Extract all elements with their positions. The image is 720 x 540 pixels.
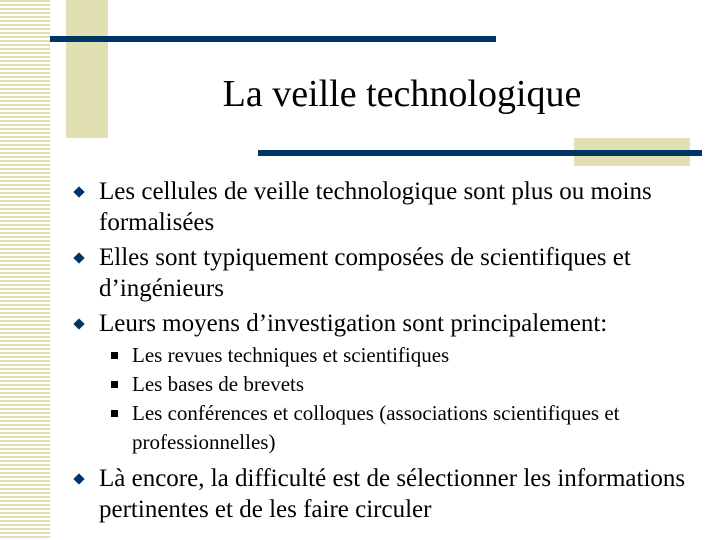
bullet-text: Les cellules de veille technologique sont plus ou moins formalisées [99, 178, 652, 236]
diamond-bullet-icon [73, 318, 84, 329]
sub-bullet-text: Les revues techniques et scientifiques [132, 343, 450, 367]
diamond-bullet-icon [73, 473, 84, 484]
sub-bullet-text: Les bases de brevets [132, 372, 305, 396]
square-bullet-icon [111, 410, 118, 417]
sub-bullet-item [68, 341, 698, 370]
square-bullet-icon [111, 381, 118, 388]
sub-bullet-item [68, 370, 698, 399]
bullet-item [68, 308, 698, 339]
top-decoration-block [66, 0, 108, 138]
bullet-item [68, 242, 698, 304]
slide-title: La veille technologique [222, 73, 582, 115]
bullet-item [68, 463, 698, 525]
bullet-text: Elles sont typiquement composées de scientifiques et d’ingénieurs [99, 244, 631, 302]
sub-bullet-list [68, 341, 698, 457]
bullet-text: Là encore, la difficulté est de sélectionner les informations pertinentes et de les faire circuler [99, 465, 686, 523]
slide-content [68, 176, 698, 529]
diamond-bullet-icon [73, 252, 84, 263]
diamond-bullet-icon [73, 186, 84, 197]
bullet-item [68, 176, 698, 238]
top-accent-bar [50, 36, 496, 42]
square-bullet-icon [111, 352, 118, 359]
bottom-accent-bar [258, 150, 702, 156]
sub-bullet-text: Les conférences et colloques (associations scientifiques et professionnelles) [132, 401, 620, 454]
bullet-text: Leurs moyens d’investigation sont principalement: [99, 310, 608, 337]
sub-bullet-item [68, 399, 698, 457]
striped-decoration [0, 0, 50, 540]
